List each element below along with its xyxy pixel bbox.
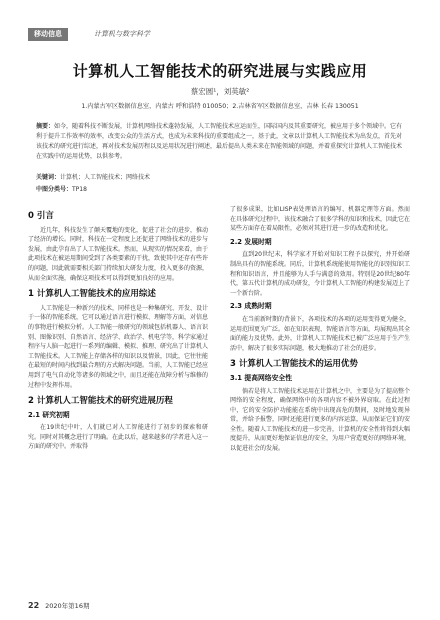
page-footer: [28, 601, 89, 610]
heading-section-3: 3 计算机人工智能技术的运用优势: [230, 359, 358, 370]
right-column: [230, 205, 410, 454]
section-3-1-paragraph: 倘若是将人工智能技术运用在计算机之中，主要是为了提高整个网络的安全程度，确保网络中的各项内容不被外界窃取。在此过程中，它的安全防护功能能在系统中出现高危的期间，及时地发现异常，并给予报警，同时还能进行更多的内容运算，从而保证它们的安全性。随着人工智能技术的进一步完善，计算机的安全性将得到大幅度提升，从而更好地保证信息的安全，为用户营造更好的网络环境，以促进社会的发展。: [230, 387, 410, 453]
intro-paragraph: 近几年，科技发生了颠天覆地的变化，促进了社会的进步，推动了经济的增长。同时，科技在一定程度上还促进了网络技术的进步与发展，由此孕育出了人工智能技术。然而，从现实的情况来看，由于此项技术在被运用期间受到了各类要素的干扰，致使其中还存有些许的问题，因此就需要相关部门持续加大研发力度，投入更多的资源，从而全面实施，确保这项技术可以得到更加良好的应用。: [28, 226, 208, 282]
heading-section-3-1: 3.1 提高网络安全性: [230, 373, 292, 382]
section-2-1-paragraph: 在19世纪中叶，人们就已对人工智能进行了初步的探索和研究。同时对其概念进行了明确。在此以后，越来越多的学者进入这一方面的研究中。并取得: [28, 424, 208, 451]
heading-section-1: 1 计算机人工智能技术的应用综述: [28, 289, 156, 300]
heading-section-2-1: 2.1 研究初期: [28, 410, 70, 419]
abstract: [36, 122, 406, 162]
keywords: [36, 172, 150, 181]
heading-intro: 0 引言: [28, 211, 54, 221]
authors: 蔡宏圆¹，刘英敏²: [190, 87, 250, 96]
affiliations: 1.内蒙古军区数据信息室，内蒙古 呼和浩特 010050；2.吉林省军区数据信息室，吉林 长春 130051: [81, 103, 359, 110]
classification-label: 中图分类号：: [36, 186, 73, 193]
keywords-text: 计算机；人工智能技术；网络技术: [60, 174, 151, 181]
classification-code: TP18: [72, 186, 87, 193]
section-2-2-paragraph: 直到20世纪末，科学家才开始对知识工程予以探究，并开始研制出具有的智能系统。同后，计算机系统能使用智能化的识别知识工程和知识语言，并且能够为人手与满意的效用。特别是20世纪80年代，第五代计算机的成功研发，令计算机人工智能的构建发展迈上了一个新台阶。: [230, 251, 410, 297]
heading-section-2: 2 计算机人工智能技术的研究进展历程: [28, 396, 173, 407]
page-number: 22: [28, 601, 40, 610]
classification: [36, 184, 87, 193]
section-2-3-paragraph: 在当前新时期的背景下，各项技术的各项的运用变得更为健全，运用范围更为广泛。如在知识表现、智能语言等方面，均展现出其全面的能力及优势。此外，计算机人工智能技术已被广泛应用于生产生活中，解决了很多实际问题，极大地推动了社会的进步。: [230, 315, 410, 352]
section-tag: 移动信息: [28, 28, 68, 41]
continued-paragraph: 了很多成果，比如LISP表处理语言的编写、机器定理等方面。然而在具体研究过程中，该技术融合了很多学科的知识和技术，因此它在某些方面存在着局限性，必须对其进行进一步的改造和优化。: [230, 206, 410, 233]
issue-label: 2020年第16期: [45, 602, 90, 610]
article-title: 计算机人工智能技术的研究进展与实践应用: [72, 62, 368, 80]
heading-section-2-2: 2.2 发展时期: [230, 237, 272, 246]
keywords-label: 关键词：: [36, 174, 61, 181]
heading-section-2-3: 2.3 成熟时期: [230, 302, 272, 311]
page-header: [0, 0, 440, 38]
abstract-text: 如今，随着科技不断发展，计算机网络技术蓬勃发展，人工智能技术应运而生，国际国内及其重要研究，被应用于多个领域中。它有利于提升工作效率的效率，改变公众的生活方式，也成为未来科技的重要组成之一，基于此，文章以计算机人工智能技术为出发点，首先对该技术的研究进行综述，再对技术发展历程以及运用状况进行阐述，最后提出人类未来在智能领域的问题，并着重探究计算机人工智能技术在实践中的运用优势，以供参考。: [36, 123, 403, 160]
abstract-label: 摘要：: [36, 123, 55, 130]
left-column: [28, 205, 208, 452]
magazine-name: 计算机与数字科学: [94, 30, 150, 38]
section-1-paragraph: 人工智能是一种新兴的技术，同样也是一种集研究、开发、设计于一体的智能系统，它可以通过语言进行模拟、理解等方面，对信息的事物进行模拟分析。人工智能一般研究的领域包括机器人、语言识别、图像识别、自然语言、经济学、政治学、机电学等，科学家通过程序与人脑一起进行一系列的编辑、模拟、推理、研究出了计算机人工智能技术。人工智能上存储各样的知识以及情景，因此，它往往能在最短的时间内找到最合理的方式解决问题。当前，人工智能已经应用到了电气自动化等诸多的领域之中，而且还能在故障分析与维修的过程中发挥作用。: [28, 304, 208, 389]
